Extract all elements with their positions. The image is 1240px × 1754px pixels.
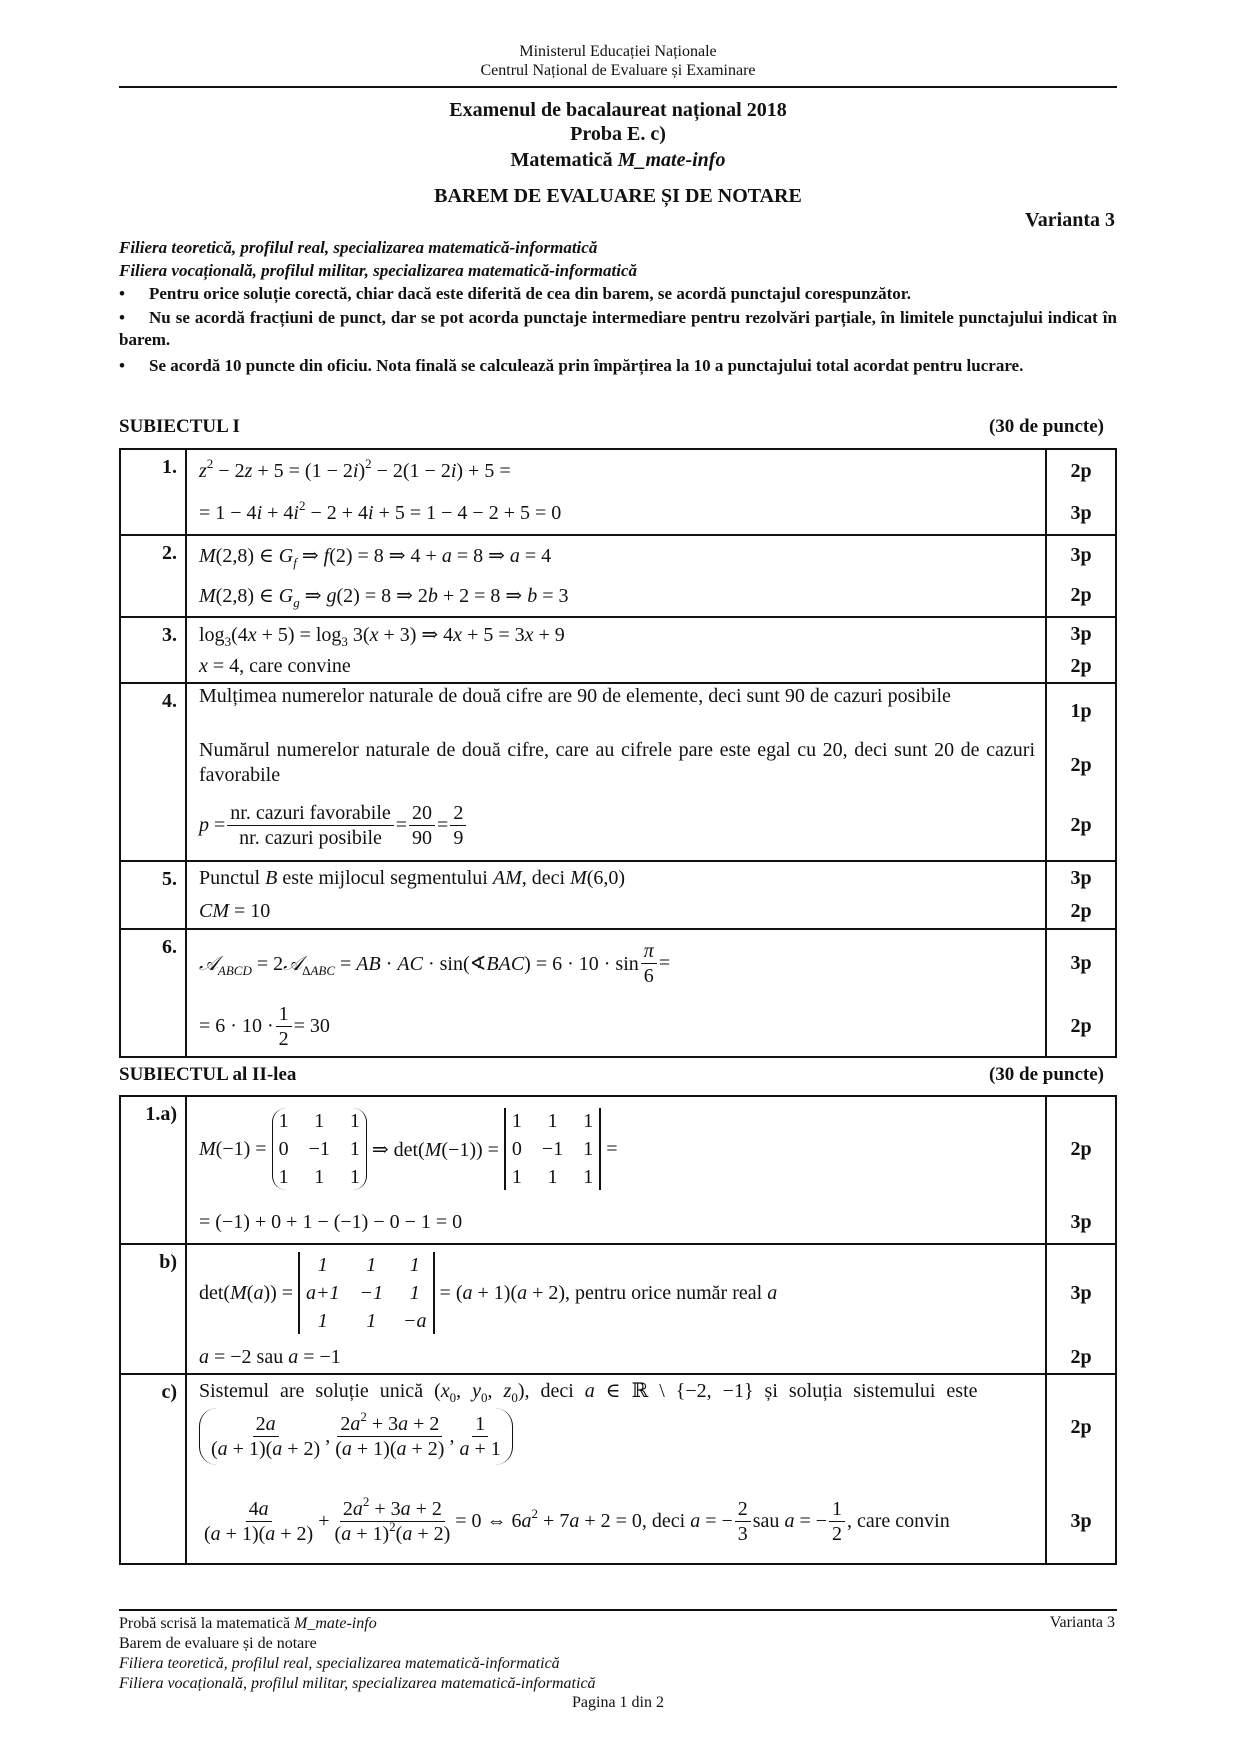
- points-cell: [1046, 535, 1116, 617]
- solution-line: M(2,8) ∈ $G_g$ ⇒ g(2) = 8 ⇒ 2b + 2 = 8 ⇒ b = 3: [199, 584, 569, 610]
- solution-cell: [186, 449, 1046, 535]
- determinant: 1 1 1 0 −1 1 1 1 1: [504, 1108, 601, 1190]
- points-value: 2p: [1070, 1137, 1092, 1160]
- footer-prefix: Probă scrisă la matematică: [119, 1615, 295, 1632]
- determinant: 1 1 1 a+1 −1 1 1 1 −a: [298, 1252, 435, 1334]
- numerator: 20: [409, 801, 435, 826]
- points-value: 3p: [1070, 1281, 1092, 1304]
- item-number: b): [120, 1244, 186, 1374]
- points-value: 3p: [1070, 867, 1092, 889]
- solution-line: CM = 10: [199, 900, 271, 922]
- solution-line: Mulțimea numerelor naturale de două cifre are 90 de elemente, deci sunt 90 de cazuri posibile: [199, 685, 951, 707]
- bullet-icon: •: [119, 284, 125, 303]
- solution-line: M(−1) = 1 1 1 0 −1 1 1 1 1 ⇒ det(M(−1)) = 1 1 1 0 −1 1 1 1 1 =: [199, 1110, 618, 1188]
- table-row: [120, 1096, 1116, 1244]
- table-row: [120, 1244, 1116, 1374]
- item-number: 4.: [120, 683, 186, 861]
- denominator: 9: [453, 826, 464, 849]
- solution-cell: [186, 1374, 1046, 1564]
- points-value: 2p: [1070, 1014, 1092, 1037]
- rule-item: [119, 283, 1117, 305]
- points-value: 3p: [1070, 1509, 1092, 1532]
- solution-line: Sistemul are soluție unică ($x_0$, $y_0$, $z_0$), deci a ∈ ℝ \ {−2, −1} și soluția sistemului este $\frac{2a}{(a + 1)(a + 2)}$ , $\frac{2a^2 + 3a + 2}{(a + 1)(a + 2)}$ , $\frac{1}{a + 1}$: [199, 1375, 1045, 1479]
- solution-line: = 6 · 10 · $\frac{1}{2}$ = 30: [199, 1002, 330, 1050]
- ministry-name: Ministerul Educației Naționale: [519, 43, 717, 60]
- solution-line: = (−1) + 0 + 1 − (−1) − 0 − 1 = 0: [199, 1210, 463, 1233]
- points-value: 3p: [1070, 543, 1092, 566]
- solution-line: Numărul numerelor naturale de două cifre, care au cifrele pare este egal cu 20, deci sunt 20 de cazuri favorabile: [199, 739, 1035, 786]
- table-row: [120, 861, 1116, 929]
- points-cell: [1046, 929, 1116, 1057]
- item-number: 6.: [120, 929, 186, 1057]
- item-number: 5.: [120, 861, 186, 929]
- matrix: 1 1 1 0 −1 1 1 1 1: [272, 1108, 367, 1190]
- points-value: 2p: [1070, 813, 1092, 836]
- rule-text: Se acordă 10 puncte din oficiu. Nota finală se calculează prin împărțirea la 10 a punctajului total acordat pentru lucrare.: [149, 356, 1024, 375]
- points-cell: [1046, 617, 1116, 683]
- filiera-vocationala: Filiera vocațională, profilul militar, specializarea matematică-informatică: [119, 261, 638, 280]
- points-value: 2p: [1070, 459, 1092, 482]
- table-row: [120, 617, 1116, 683]
- page-number: Pagina 1 din 2: [572, 1694, 664, 1711]
- section-points: (30 de puncte): [988, 1064, 1104, 1085]
- points-cell: [1046, 449, 1116, 535]
- footer-line-2: Barem de evaluare și de notare: [119, 1635, 317, 1652]
- rule-text: Pentru orice soluție corectă, chiar dacă este diferită de cea din barem, se acordă punctajul corespunzător.: [149, 284, 912, 303]
- item-number: 3.: [120, 617, 186, 683]
- points-value: 2p: [1070, 900, 1092, 922]
- footer-profile: M_mate-info: [294, 1615, 377, 1632]
- solution-tuple: $\frac{2a}{(a + 1)(a + 2)}$ , $\frac{2a^2 + 3a + 2}{(a + 1)(a + 2)}$ , $\frac{1}{a + 1}$: [199, 1408, 513, 1465]
- solution-line: x = 4, care convine: [199, 654, 351, 677]
- points-value: 3p: [1070, 1210, 1092, 1233]
- denominator: nr. cazuri posibile: [239, 826, 382, 849]
- footer-varianta: Varianta 3: [1049, 1614, 1115, 1631]
- solution-line: a = −2 sau a = −1: [199, 1345, 341, 1368]
- section-header-subiect-2: [119, 1064, 1104, 1086]
- points-value: 3p: [1070, 951, 1092, 974]
- header-rule: [119, 86, 1117, 88]
- points-cell: [1046, 1374, 1116, 1564]
- table-row: [120, 683, 1116, 861]
- points-value: 2p: [1070, 1345, 1092, 1368]
- subject-title: [119, 148, 1117, 172]
- points-cell: [1046, 1244, 1116, 1374]
- footer-line-3: Filiera teoretică, profilul real, specializarea matematică-informatică: [119, 1655, 560, 1672]
- item-number: 1.a): [120, 1096, 186, 1244]
- item-number: 1.: [120, 449, 186, 535]
- solution-line: $\frac{4a}{(a + 1)(a + 2)}$ + $\frac{2a^2 + 3a + 2}{(a + 1)^2(a + 2)}$ = 0 ⇔ $6a^2 + 7a + 2 = 0$, deci a = − $\frac{2}{3}$ sau a = − $\frac{1}{2}$ , care convin: [204, 1493, 950, 1545]
- points-value: 2p: [1070, 753, 1092, 776]
- solution-cell: [186, 683, 1046, 861]
- fraction: [409, 801, 435, 850]
- solution-cell: [186, 1244, 1046, 1374]
- proba-title: Proba E. c): [570, 123, 666, 145]
- solution-line: det(M(a)) = 1 1 1 a+1 −1 1 1 1 −a = (a + 1)(a + 2), pentru orice număr real a: [199, 1254, 778, 1332]
- rule-item: [119, 355, 1117, 377]
- solution-cell: [186, 1096, 1046, 1244]
- points-value: 2p: [1070, 654, 1092, 677]
- solution-cell: [186, 861, 1046, 929]
- numerator: nr. cazuri favorabile: [227, 801, 393, 826]
- rule-item: [119, 307, 1117, 351]
- barem-title: BAREM DE EVALUARE ȘI DE NOTARE: [434, 185, 802, 207]
- varianta-label: Varianta 3: [1025, 209, 1115, 231]
- points-value: 2p: [1070, 1415, 1092, 1438]
- rule-text: Nu se acordă fracțiuni de punct, dar se pot acorda punctaje intermediare pentru rezolvări parțiale, în limitele punctajului indicat în barem.: [119, 308, 1117, 349]
- points-cell: [1046, 683, 1116, 861]
- section-title: SUBIECTUL al II-lea: [119, 1064, 297, 1085]
- points-cell: [1046, 861, 1116, 929]
- solution-line: M(2,8) ∈ $G_f$ ⇒ f(2) = 8 ⇒ 4 + a = 8 ⇒ a = 4: [199, 544, 552, 570]
- section-points: (30 de puncte): [988, 416, 1104, 437]
- section-header-subiect-1: [119, 416, 1104, 438]
- footer-rule: [119, 1609, 1117, 1611]
- subject-prefix: Matematică: [510, 149, 618, 171]
- solution-cell: [186, 535, 1046, 617]
- bullet-icon: •: [119, 308, 125, 327]
- solution-line: Punctul B este mijlocul segmentului AM, deci M(6,0): [199, 867, 626, 889]
- section-title: SUBIECTUL I: [119, 416, 240, 437]
- item-number: c): [120, 1374, 186, 1564]
- solution-cell: [186, 929, 1046, 1057]
- probability-formula: p = $\frac{\text{nr. cazuri favorabile}}{\text{nr. cazuri posibile}}$ = $\frac{20}{90}$ = $\frac{2}{9}$: [199, 792, 1045, 858]
- exam-title: Examenul de bacalaureat național 2018: [449, 99, 787, 121]
- points-value: 1p: [1070, 699, 1092, 722]
- fraction: [227, 801, 393, 850]
- p-symbol: p: [199, 813, 209, 836]
- points-value: 3p: [1070, 501, 1092, 524]
- item-number: 2.: [120, 535, 186, 617]
- solution-line: $\log_3(4x + 5) = \log_3 3(x + 3)$ ⇒ 4x + 5 = 3x + 9: [199, 623, 565, 649]
- subject-profile: M_mate-info: [617, 149, 726, 171]
- points-value: 2p: [1070, 583, 1092, 606]
- footer-line-1: [119, 1614, 377, 1634]
- denominator: 90: [412, 826, 433, 849]
- solution-line: 𝒜$_{ABCD}$ = 2𝒜$_{\Delta ABC}$ = AB · AC · sin(∢BAC) = 6 · 10 · sin $\frac{\pi}{6}$ =: [199, 939, 671, 987]
- footer-line-4: Filiera vocațională, profilul militar, specializarea matematică-informatică: [119, 1675, 596, 1692]
- filiera-teoretica: Filiera teoretică, profilul real, specializarea matematică-informatică: [119, 238, 598, 257]
- subiect-2-table: [119, 1095, 1117, 1565]
- subiect-1-table: [119, 448, 1117, 1058]
- points-value: 3p: [1070, 622, 1092, 645]
- solution-cell: [186, 617, 1046, 683]
- table-row: [120, 449, 1116, 535]
- numerator: 2: [450, 801, 466, 826]
- table-row: [120, 929, 1116, 1057]
- table-row: [120, 1374, 1116, 1564]
- solution-line: = $1 - 4i + 4i^2 - 2 + 4i + 5 = 1 - 4 - 2 + 5 = 0$: [199, 497, 562, 524]
- table-row: [120, 535, 1116, 617]
- points-cell: [1046, 1096, 1116, 1244]
- fraction: [450, 801, 466, 850]
- bullet-icon: •: [119, 356, 125, 375]
- center-name: Centrul Național de Evaluare și Examinare: [480, 62, 756, 79]
- solution-line: $z^2 - 2z + 5 = (1 - 2i)^2 - 2(1 - 2i) + 5$ =: [199, 455, 511, 482]
